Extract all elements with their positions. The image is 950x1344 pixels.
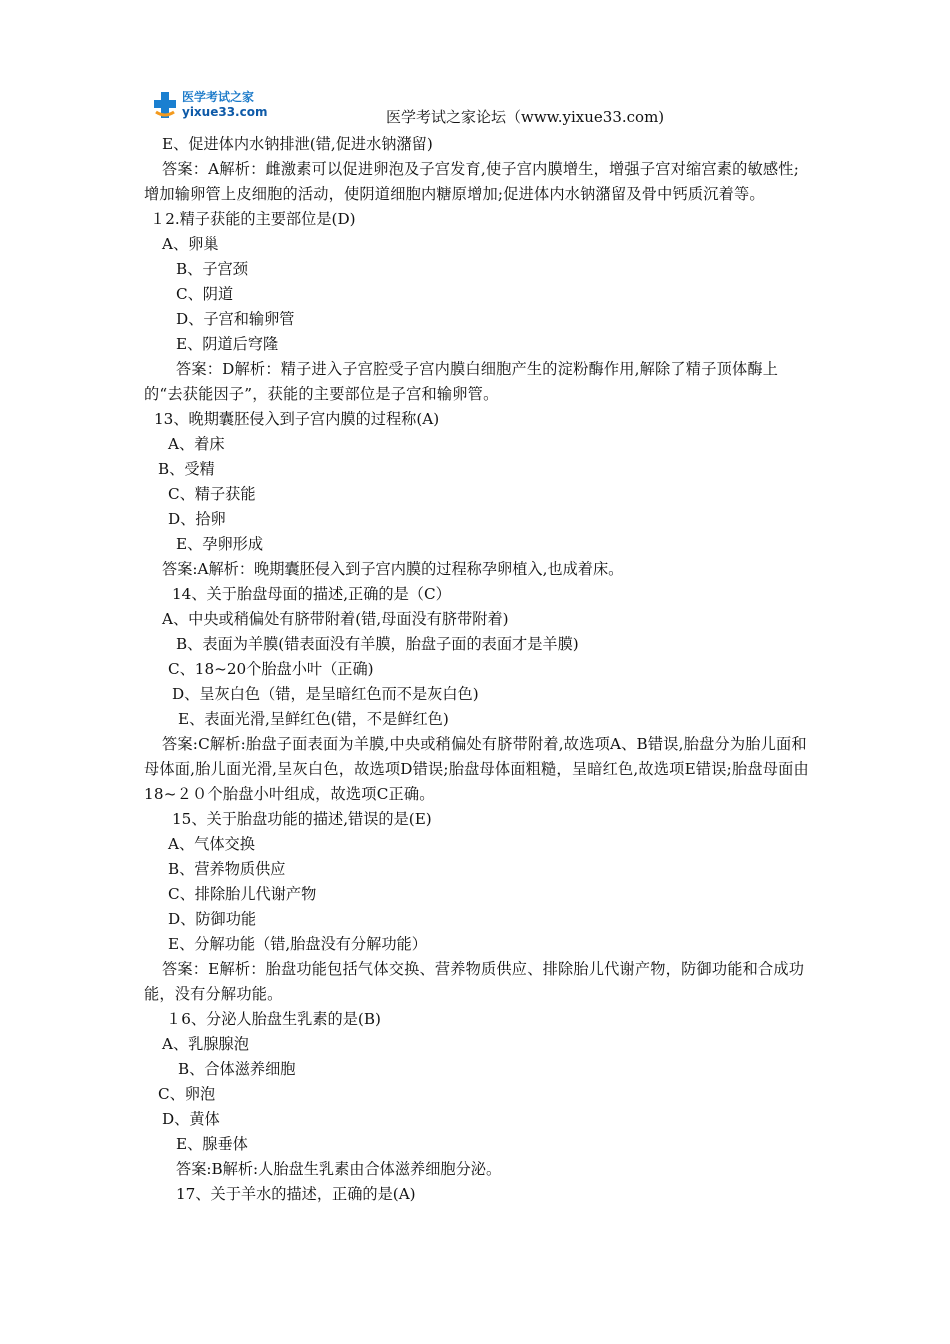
text-line: D、防御功能 xyxy=(168,910,257,928)
text-line: １6、分泌人胎盘生乳素的是(B) xyxy=(166,1010,381,1028)
site-title: 医学考试之家论坛（www.yixue33.com) xyxy=(386,108,665,126)
text-line: 13、晚期囊胚侵入到子宫内膜的过程称(A) xyxy=(154,410,440,428)
text-line: A、中央或稍偏处有脐带附着(错,母面没有脐带附着) xyxy=(162,610,509,628)
text-line: C、排除胎儿代谢产物 xyxy=(168,885,317,903)
text-line: D、拾卵 xyxy=(168,510,226,528)
logo-text-cn: 医学考试之家 xyxy=(182,90,255,104)
answer-paragraph: 答案：D解析：精子进入子宫腔受子宫内膜白细胞产生的淀粉酶作用,解除了精子顶体酶上的“去获能因子”，获能的主要部位是子宫和输卵管。 xyxy=(144,360,779,403)
text-line: C、精子获能 xyxy=(168,485,256,503)
text-line: A、卵巢 xyxy=(162,235,219,253)
site-logo[interactable] xyxy=(148,84,268,124)
medical-cross-icon xyxy=(152,90,178,120)
text-line: C、18~20个胎盘小叶（正确) xyxy=(168,660,374,678)
text-line: A、着床 xyxy=(168,435,225,453)
answer-paragraph: 答案：A解析：雌激素可以促进卵泡及子宫发育,使子宫内膜增生，增强子宫对缩宫素的敏感性;增加输卵管上皮细胞的活动，使阴道细胞内糖原增加;促进体内水钠潴留及骨中钙质沉着等。 xyxy=(144,160,800,203)
text-line: 答案:B解析:人胎盘生乳素由合体滋养细胞分泌。 xyxy=(176,1160,502,1178)
text-line: E、孕卵形成 xyxy=(176,535,264,553)
text-line: D、子宫和输卵管 xyxy=(176,310,295,328)
logo-text-en: yixue33.com xyxy=(182,105,268,119)
text-line: D、黄体 xyxy=(162,1110,220,1128)
text-line: E、分解功能（错,胎盘没有分解功能） xyxy=(168,935,427,953)
answer-paragraph: 答案：E解析：胎盘功能包括气体交换、营养物质供应、排除胎儿代谢产物，防御功能和合成功能，没有分解功能。 xyxy=(144,960,805,1003)
text-line: B、营养物质供应 xyxy=(168,860,286,878)
text-line: 15、关于胎盘功能的描述,错误的是(E) xyxy=(172,810,432,828)
text-line: E、阴道后穹隆 xyxy=(176,335,279,353)
question-content xyxy=(144,132,812,1207)
text-line: E、腺垂体 xyxy=(176,1135,248,1153)
text-line: A、气体交换 xyxy=(168,835,255,853)
text-line: D、呈灰白色（错，是呈暗红色而不是灰白色) xyxy=(172,685,479,703)
answer-paragraph: 答案:C解析:胎盘子面表面为羊膜,中央或稍偏处有脐带附着,故选项A、B错误,胎盘分为胎儿面和母体面,胎儿面光滑,呈灰白色，故选项D错误;胎盘母体面粗糙，呈暗红色,故选项E错误;胎盘母面由18~２０个胎盘小叶组成，故选项C正确。 xyxy=(144,735,809,803)
text-line: １2.精子获能的主要部位是(D) xyxy=(150,210,356,228)
text-line: E、表面光滑,呈鲜红色(错，不是鲜红色) xyxy=(178,710,449,728)
text-line: A、乳腺腺泡 xyxy=(162,1035,249,1053)
text-line: B、子宫颈 xyxy=(176,260,248,278)
text-line: 14、关于胎盘母面的描述,正确的是（C） xyxy=(172,585,451,603)
text-line: C、卵泡 xyxy=(158,1085,216,1103)
text-line: 17、关于羊水的描述，正确的是(A) xyxy=(176,1185,416,1203)
text-line: B、合体滋养细胞 xyxy=(178,1060,296,1078)
text-line: C、阴道 xyxy=(176,285,234,303)
text-line: 答案:A解析：晚期囊胚侵入到子宫内膜的过程称孕卵植入,也成着床。 xyxy=(162,560,624,578)
page-header xyxy=(148,84,808,126)
text-line: E、促进体内水钠排泄(错,促进水钠潴留) xyxy=(162,135,433,153)
text-line: B、受精 xyxy=(158,460,215,478)
text-line: B、表面为羊膜(错表面没有羊膜，胎盘子面的表面才是羊膜) xyxy=(176,635,579,653)
